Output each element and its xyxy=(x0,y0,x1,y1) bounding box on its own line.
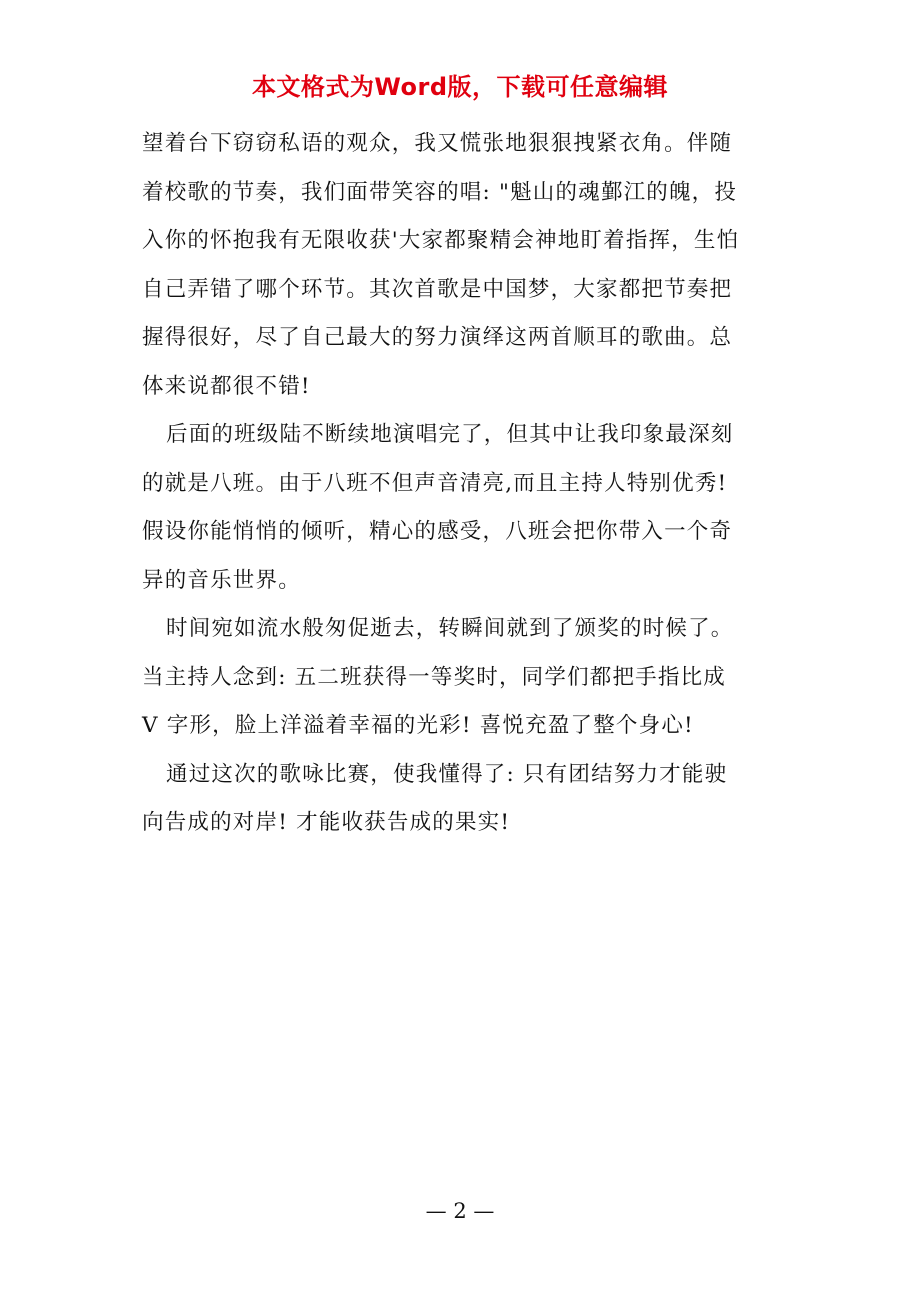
text-line: 向告成的对岸! 才能收获告成的果实! xyxy=(142,810,511,835)
text-line: 握得很好，尽了自己最大的努力演绎这两首顺耳的歌曲。总 xyxy=(142,325,733,350)
text-line: 假设你能悄悄的倾听，精心的感受，八班会把你带入一个奇 xyxy=(142,519,733,544)
text-line: 入你的怀抱我有无限收获'大家都聚精会神地盯着指挥，生怕 xyxy=(142,228,740,253)
text-line: 时间宛如流水般匆促逝去，转瞬间就到了颁奖的时候了。 xyxy=(166,616,734,641)
paragraph-3 xyxy=(142,605,792,751)
text-line: 后面的班级陆不断续地演唱完了，但其中让我印象最深刻 xyxy=(166,422,734,447)
text-line: 望着台下窃窃私语的观众，我又慌张地狠狠拽紧衣角。伴随 xyxy=(142,131,733,156)
paragraph-2 xyxy=(142,411,792,605)
text-line: V 字形，脸上洋溢着幸福的光彩! 喜悦充盈了整个身心! xyxy=(142,713,694,738)
text-line: 体来说都很不错! xyxy=(142,373,311,399)
document-body xyxy=(142,120,792,848)
text-line: 当主持人念到: 五二班获得一等奖时，同学们都把手指比成 xyxy=(142,664,726,690)
page-number: — 2 — xyxy=(425,1199,495,1223)
text-line: 自己弄错了哪个环节。其次首歌是中国梦，大家都把节奏把 xyxy=(142,276,733,302)
header-banner: 本文格式为Word版，下载可任意编辑 xyxy=(251,73,669,101)
text-line: 的就是八班。由于八班不但声音清亮,而且主持人特别优秀! xyxy=(142,470,728,496)
paragraph-1 xyxy=(142,120,792,411)
text-line: 通过这次的歌咏比赛，使我懂得了: 只有团结努力才能驶 xyxy=(166,761,728,787)
text-line: 异的音乐世界。 xyxy=(142,567,301,593)
paragraph-4 xyxy=(142,751,792,848)
text-line: 着校歌的节奏，我们面带笑容的唱: "魁山的魂鄞江的魄，投 xyxy=(142,179,738,205)
